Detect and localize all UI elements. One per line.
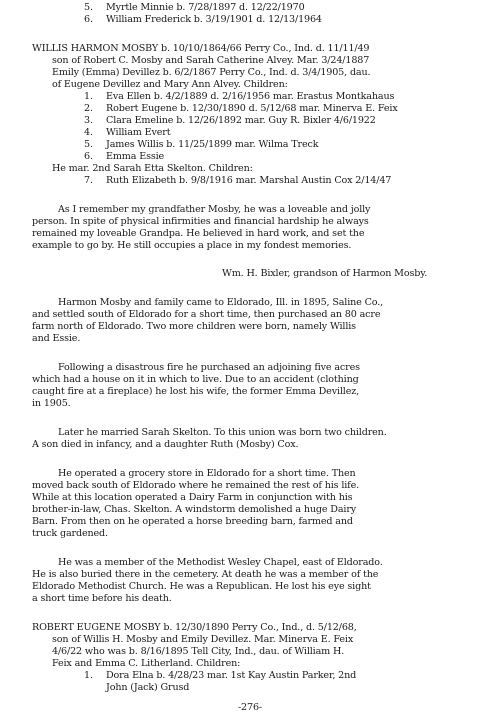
signature-line: Wm. H. Bixler, grandson of Harmon Mosby. bbox=[222, 268, 428, 279]
genealogy-line: 4/6/22 who was b. 8/16/1895 Tell City, Ind., dau. of William H. bbox=[52, 646, 345, 657]
paragraph-line: Barn. From then on he operated a horse breeding barn, farmed and bbox=[32, 516, 353, 527]
genealogy-heading: ROBERT EUGENE MOSBY b. 12/30/1890 Perry Co., Ind., d. 5/12/68, bbox=[32, 622, 357, 633]
genealogy-line: son of Willis H. Mosby and Emily Devillez. Mar. Minerva E. Feix bbox=[52, 634, 354, 645]
paragraph-line: He operated a grocery store in Eldorado for a short time. Then bbox=[58, 468, 356, 479]
second-marriage-line: He mar. 2nd Sarah Etta Skelton. Children: bbox=[52, 163, 253, 174]
paragraph-line: a short time before his death. bbox=[32, 593, 172, 604]
paragraph-line: caught fire at a fireplace) he lost his wife, the former Emma Devillez, bbox=[32, 386, 360, 397]
quote-line: remained my loveable Grandpa. He believed in hard work, and set the bbox=[32, 228, 365, 239]
quote-line: example to go by. He still occupies a place in my fondest memories. bbox=[32, 240, 352, 251]
child-item: 6. Emma Essie bbox=[84, 151, 165, 162]
child-item: 1. Eva Ellen b. 4/2/1889 d. 2/16/1956 mar. Erastus Montkahaus bbox=[84, 91, 395, 102]
paragraph-line: He is also buried there in the cemetery. At death he was a member of the bbox=[32, 569, 379, 580]
paragraph-line: brother-in-law, Chas. Skelton. A windstorm demolished a huge Dairy bbox=[32, 504, 357, 515]
paragraph-line: While at this location operated a Dairy Farm in conjunction with his bbox=[32, 492, 353, 503]
genealogy-line: of Eugene Devillez and Mary Ann Alvey. Children: bbox=[52, 79, 288, 90]
paragraph-line: truck gardened. bbox=[32, 528, 108, 539]
paragraph-line: Later he married Sarah Skelton. To this union was born two children. bbox=[58, 427, 387, 438]
child-item: 5. James Willis b. 11/25/1899 mar. Wilma Treck bbox=[84, 139, 319, 150]
paragraph-line: He was a member of the Methodist Wesley Chapel, east of Eldorado. bbox=[58, 557, 383, 568]
genealogy-line: Feix and Emma C. Litherland. Children: bbox=[52, 658, 241, 669]
paragraph-line: A son died in infancy, and a daughter Ruth (Mosby) Cox. bbox=[32, 439, 299, 450]
quote-line: person. In spite of physical infirmities and financial hardship he always bbox=[32, 216, 369, 227]
genealogy-heading: WILLIS HARMON MOSBY b. 10/10/1864/66 Perry Co., Ind. d. 11/11/49 bbox=[32, 43, 370, 54]
paragraph-line: and Essie. bbox=[32, 333, 81, 344]
paragraph-line: farm north of Eldorado. Two more children were born, namely Willis bbox=[32, 321, 356, 332]
child-item: 1. Dora Elna b. 4/28/23 mar. 1st Kay Austin Parker, 2nd bbox=[84, 670, 357, 681]
paragraph-line: in 1905. bbox=[32, 398, 71, 409]
child-item: 2. Robert Eugene b. 12/30/1890 d. 5/12/68 mar. Minerva E. Feix bbox=[84, 103, 398, 114]
quote-line: As I remember my grandfather Mosby, he was a loveable and jolly bbox=[58, 204, 371, 215]
genealogy-line: Emily (Emma) Devillez b. 6/2/1867 Perry Co., Ind. d. 3/4/1905, dau. bbox=[52, 67, 371, 78]
list-item: 6. William Frederick b. 3/19/1901 d. 12/13/1964 bbox=[84, 14, 322, 25]
paragraph-line: Harmon Mosby and family came to Eldorado, Ill. in 1895, Saline Co., bbox=[58, 297, 384, 308]
child-item-continuation: John (Jack) Grusd bbox=[106, 682, 190, 693]
child-item: 3. Clara Emeline b. 12/26/1892 mar. Guy R. Bixler 4/6/1922 bbox=[84, 115, 376, 126]
paragraph-line: moved back south of Eldorado where he remained the rest of his life. bbox=[32, 480, 360, 491]
paragraph-line: and settled south of Eldorado for a short time, then purchased an 80 acre bbox=[32, 309, 381, 320]
genealogy-line: son of Robert C. Mosby and Sarah Catherine Alvey. Mar. 3/24/1887 bbox=[52, 55, 370, 66]
paragraph-line: which had a house on it in which to live. Due to an accident (clothing bbox=[32, 374, 359, 385]
paragraph-line: Eldorado Methodist Church. He was a Republican. He lost his eye sight bbox=[32, 581, 371, 592]
child-item: 7. Ruth Elizabeth b. 9/8/1916 mar. Marshal Austin Cox 2/14/47 bbox=[84, 175, 392, 186]
paragraph-line: Following a disastrous fire he purchased an adjoining five acres bbox=[58, 362, 360, 373]
list-item: 5. Myrtle Minnie b. 7/28/1897 d. 12/22/1970 bbox=[84, 2, 305, 13]
page-number: -276- bbox=[237, 702, 263, 713]
child-item: 4. William Evert bbox=[84, 127, 171, 138]
